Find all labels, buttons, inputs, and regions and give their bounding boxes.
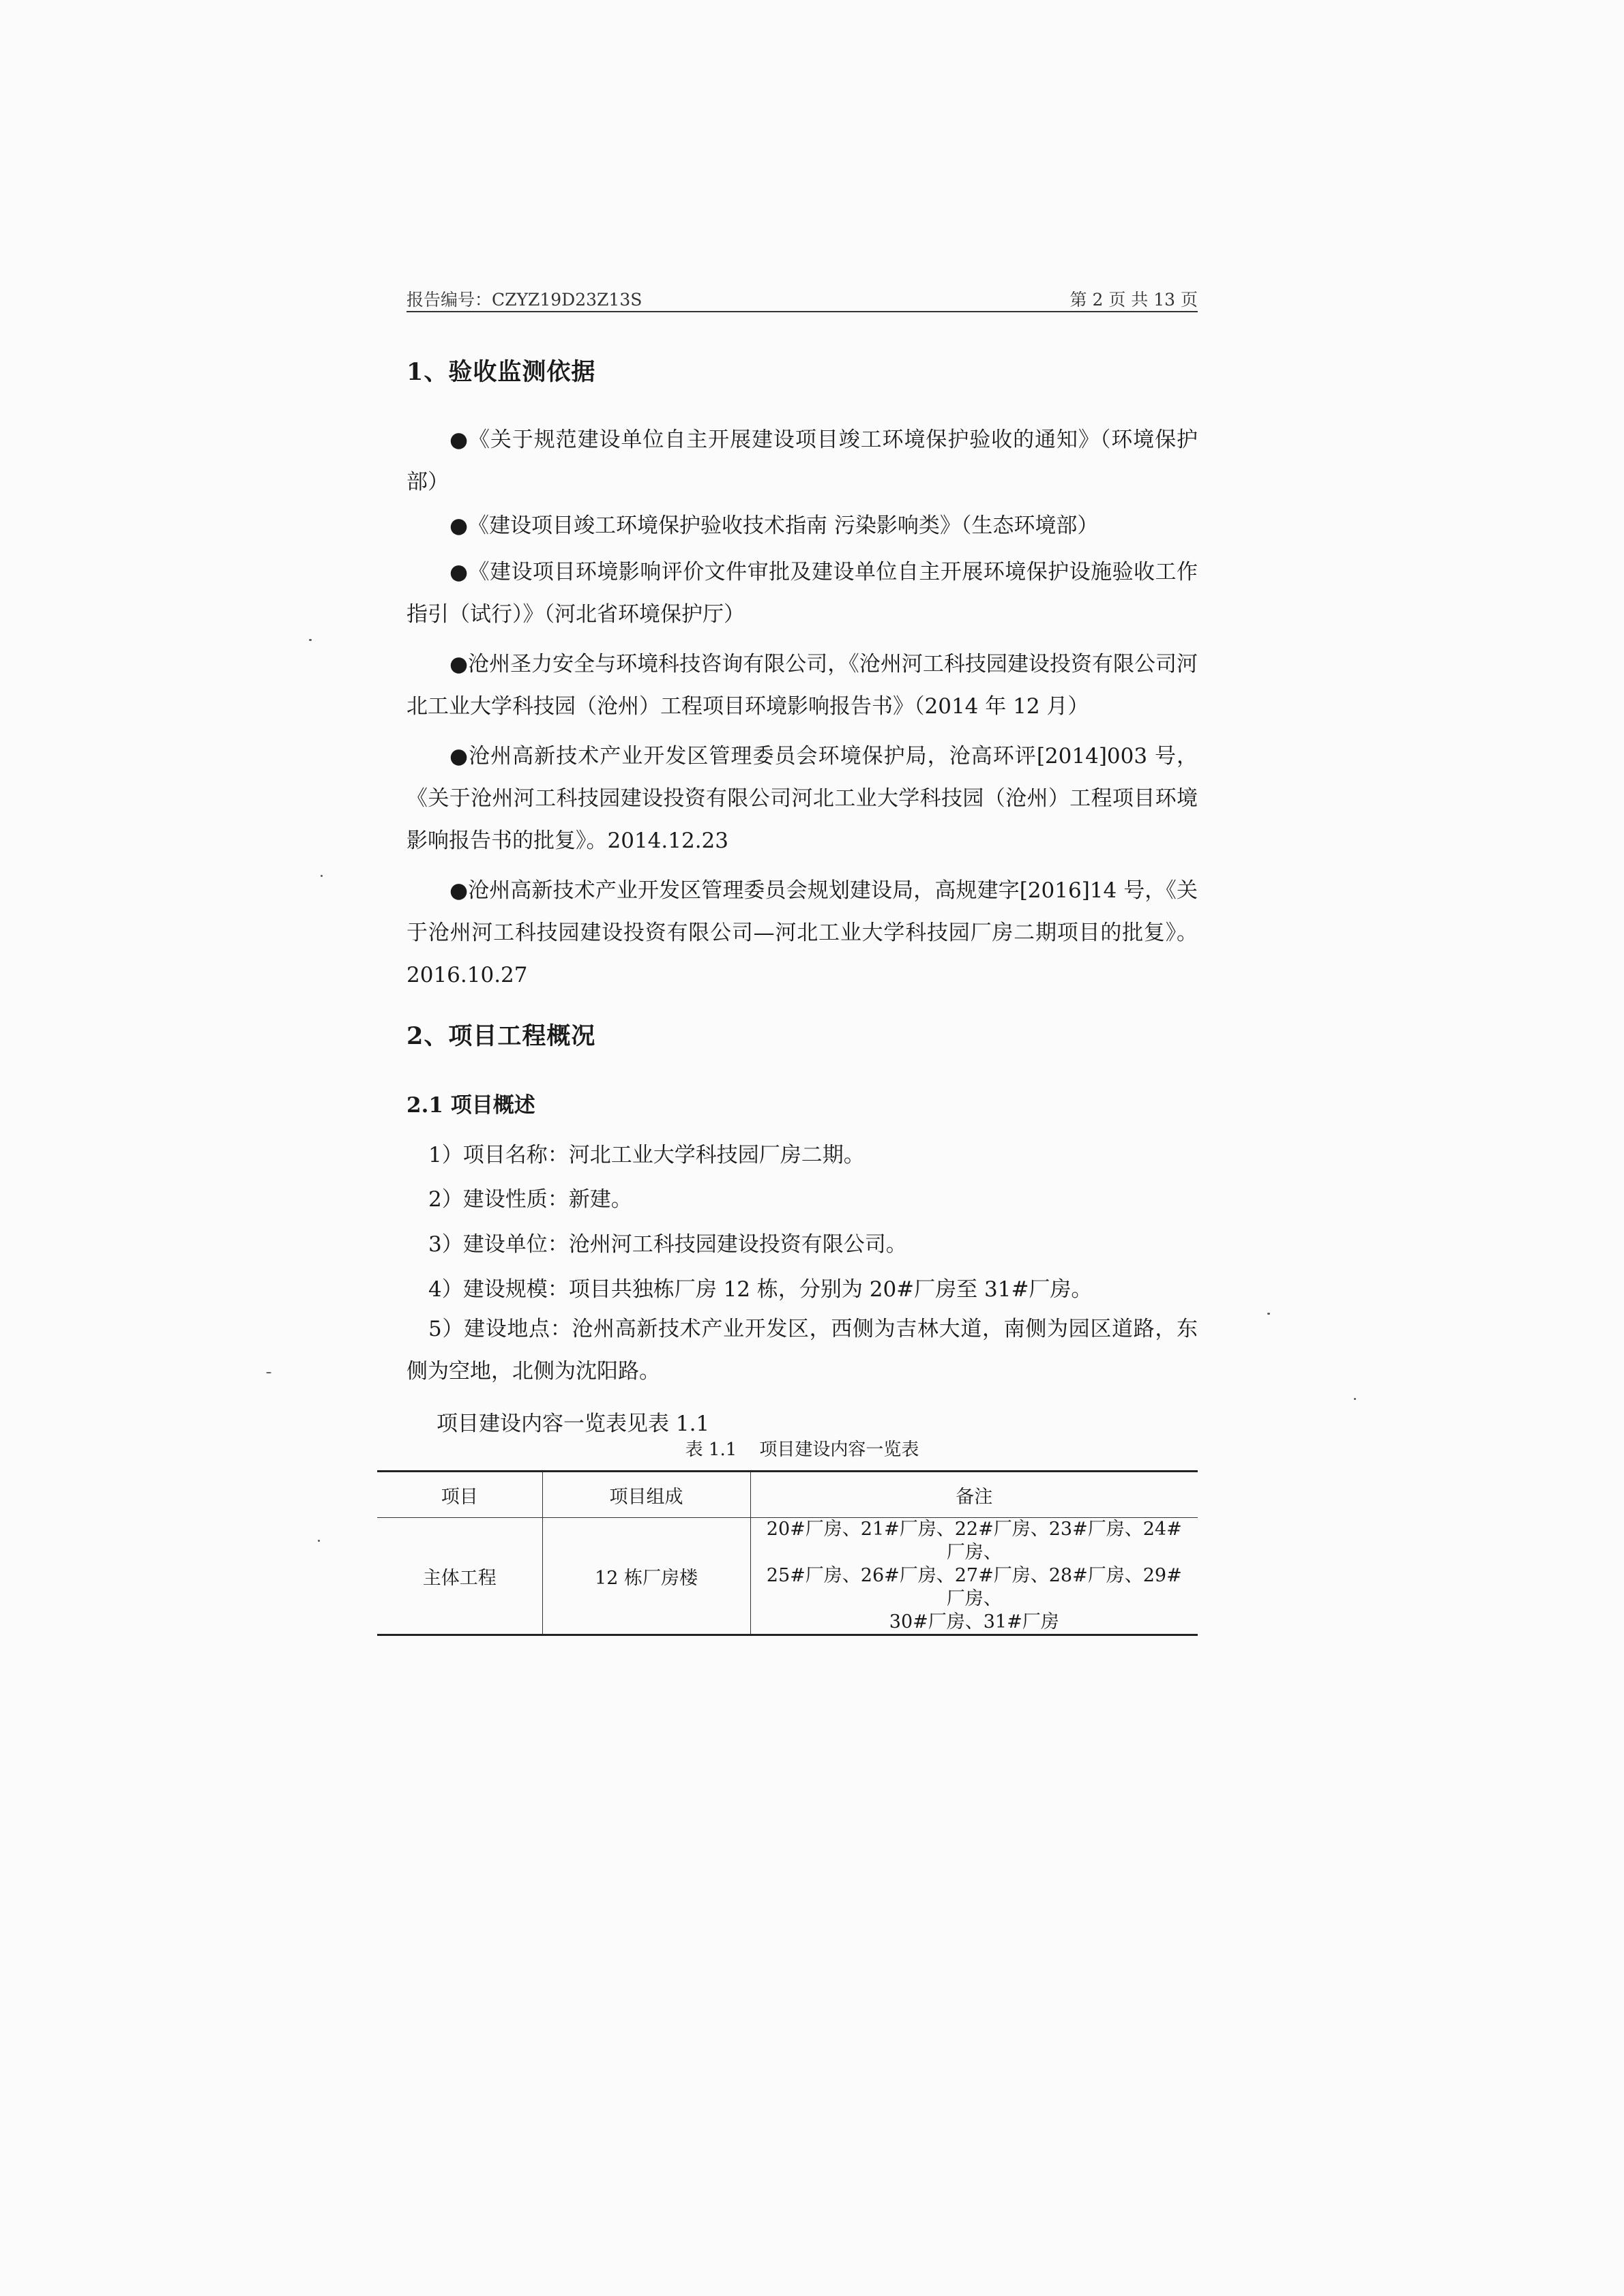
basis-item-3: ●《建设项目环境影响评价文件审批及建设单位自主开展环境保护设施验收工作指引（试行）》（河北省环境保护厅） (407, 560, 1198, 627)
header-composition: 项目组成 (542, 1472, 750, 1518)
header-item: 项目 (441, 1486, 478, 1508)
note-line-1: 20#厂房、21#厂房、22#厂房、23#厂房、24#厂房、 (766, 1519, 1182, 1563)
page-number: 第 2 页 共 13 页 (1069, 290, 1198, 310)
overview-item-5: 5）建设地点：沧州高新技术产业开发区，西侧为吉林大道，南侧为园区道路，东侧为空地，北侧为沈阳路。 (407, 1317, 1198, 1384)
scan-speck (1354, 1398, 1356, 1400)
basis-item-4: ●沧州圣力安全与环境科技咨询有限公司，《沧州河工科技园建设投资有限公司河北工业大学科技园（沧州）工程项目环境影响报告书》（2014 年 12 月） (407, 652, 1198, 719)
project-content-table (377, 1470, 1198, 1636)
section-1-title: 1、验收监测依据 (407, 358, 596, 386)
basis-item-6: ●沧州高新技术产业开发区管理委员会规划建设局，高规建字[2016]14 号，《关于沧州河工科技园建设投资有限公司—河北工业大学科技园厂房二期项目的批复》。2016.10.27 (407, 878, 1198, 987)
table-header-row (377, 1472, 1198, 1518)
overview-item-4: 4）建设规模：项目共独栋厂房 12 栋，分别为 20#厂房至 31#厂房。 (428, 1277, 1093, 1302)
table-row (377, 1518, 1198, 1635)
basis-item-1: ●《关于规范建设单位自主开展建设项目竣工环境保护验收的通知》（环境保护部） (407, 428, 1198, 494)
cell-composition: 12 栋厂房楼 (542, 1518, 750, 1635)
scan-speck (1267, 1313, 1270, 1315)
overview-item-3: 3）建设单位：沧州河工科技园建设投资有限公司。 (428, 1232, 907, 1257)
table-caption: 表 1.1 项目建设内容一览表 (685, 1440, 919, 1460)
section-2-title: 2、项目工程概况 (407, 1022, 596, 1050)
note-line-2: 25#厂房、26#厂房、27#厂房、28#厂房、29#厂房、 (766, 1565, 1182, 1609)
overview-item-2: 2）建设性质：新建。 (428, 1187, 632, 1212)
basis-item-2: ●《建设项目竣工环境保护验收技术指南 污染影响类》（生态环境部） (449, 513, 1099, 538)
report-number: 报告编号：CZYZ19D23Z13S (407, 290, 643, 310)
cell-note (750, 1518, 1198, 1635)
scan-speck (321, 875, 323, 877)
table-reference: 项目建设内容一览表见表 1.1 (437, 1412, 710, 1436)
scan-speck (318, 1540, 320, 1542)
scan-speck (266, 1372, 271, 1373)
overview-item-1: 1）项目名称：河北工业大学科技园厂房二期。 (428, 1143, 865, 1167)
page-header (407, 280, 1198, 311)
basis-item-5: ●沧州高新技术产业开发区管理委员会环境保护局，沧高环评[2014]003 号，《关于沧州河工科技园建设投资有限公司河北工业大学科技园（沧州）工程项目环境影响报告书的批复》。2014.12.23 (407, 744, 1198, 853)
cell-item: 主体工程 (422, 1567, 497, 1589)
header-note: 备注 (750, 1472, 1198, 1518)
scan-speck (309, 639, 312, 641)
note-line-3: 30#厂房、31#厂房 (889, 1611, 1059, 1632)
section-2-1-title: 2.1 项目概述 (407, 1093, 535, 1118)
header-rule (407, 311, 1198, 312)
